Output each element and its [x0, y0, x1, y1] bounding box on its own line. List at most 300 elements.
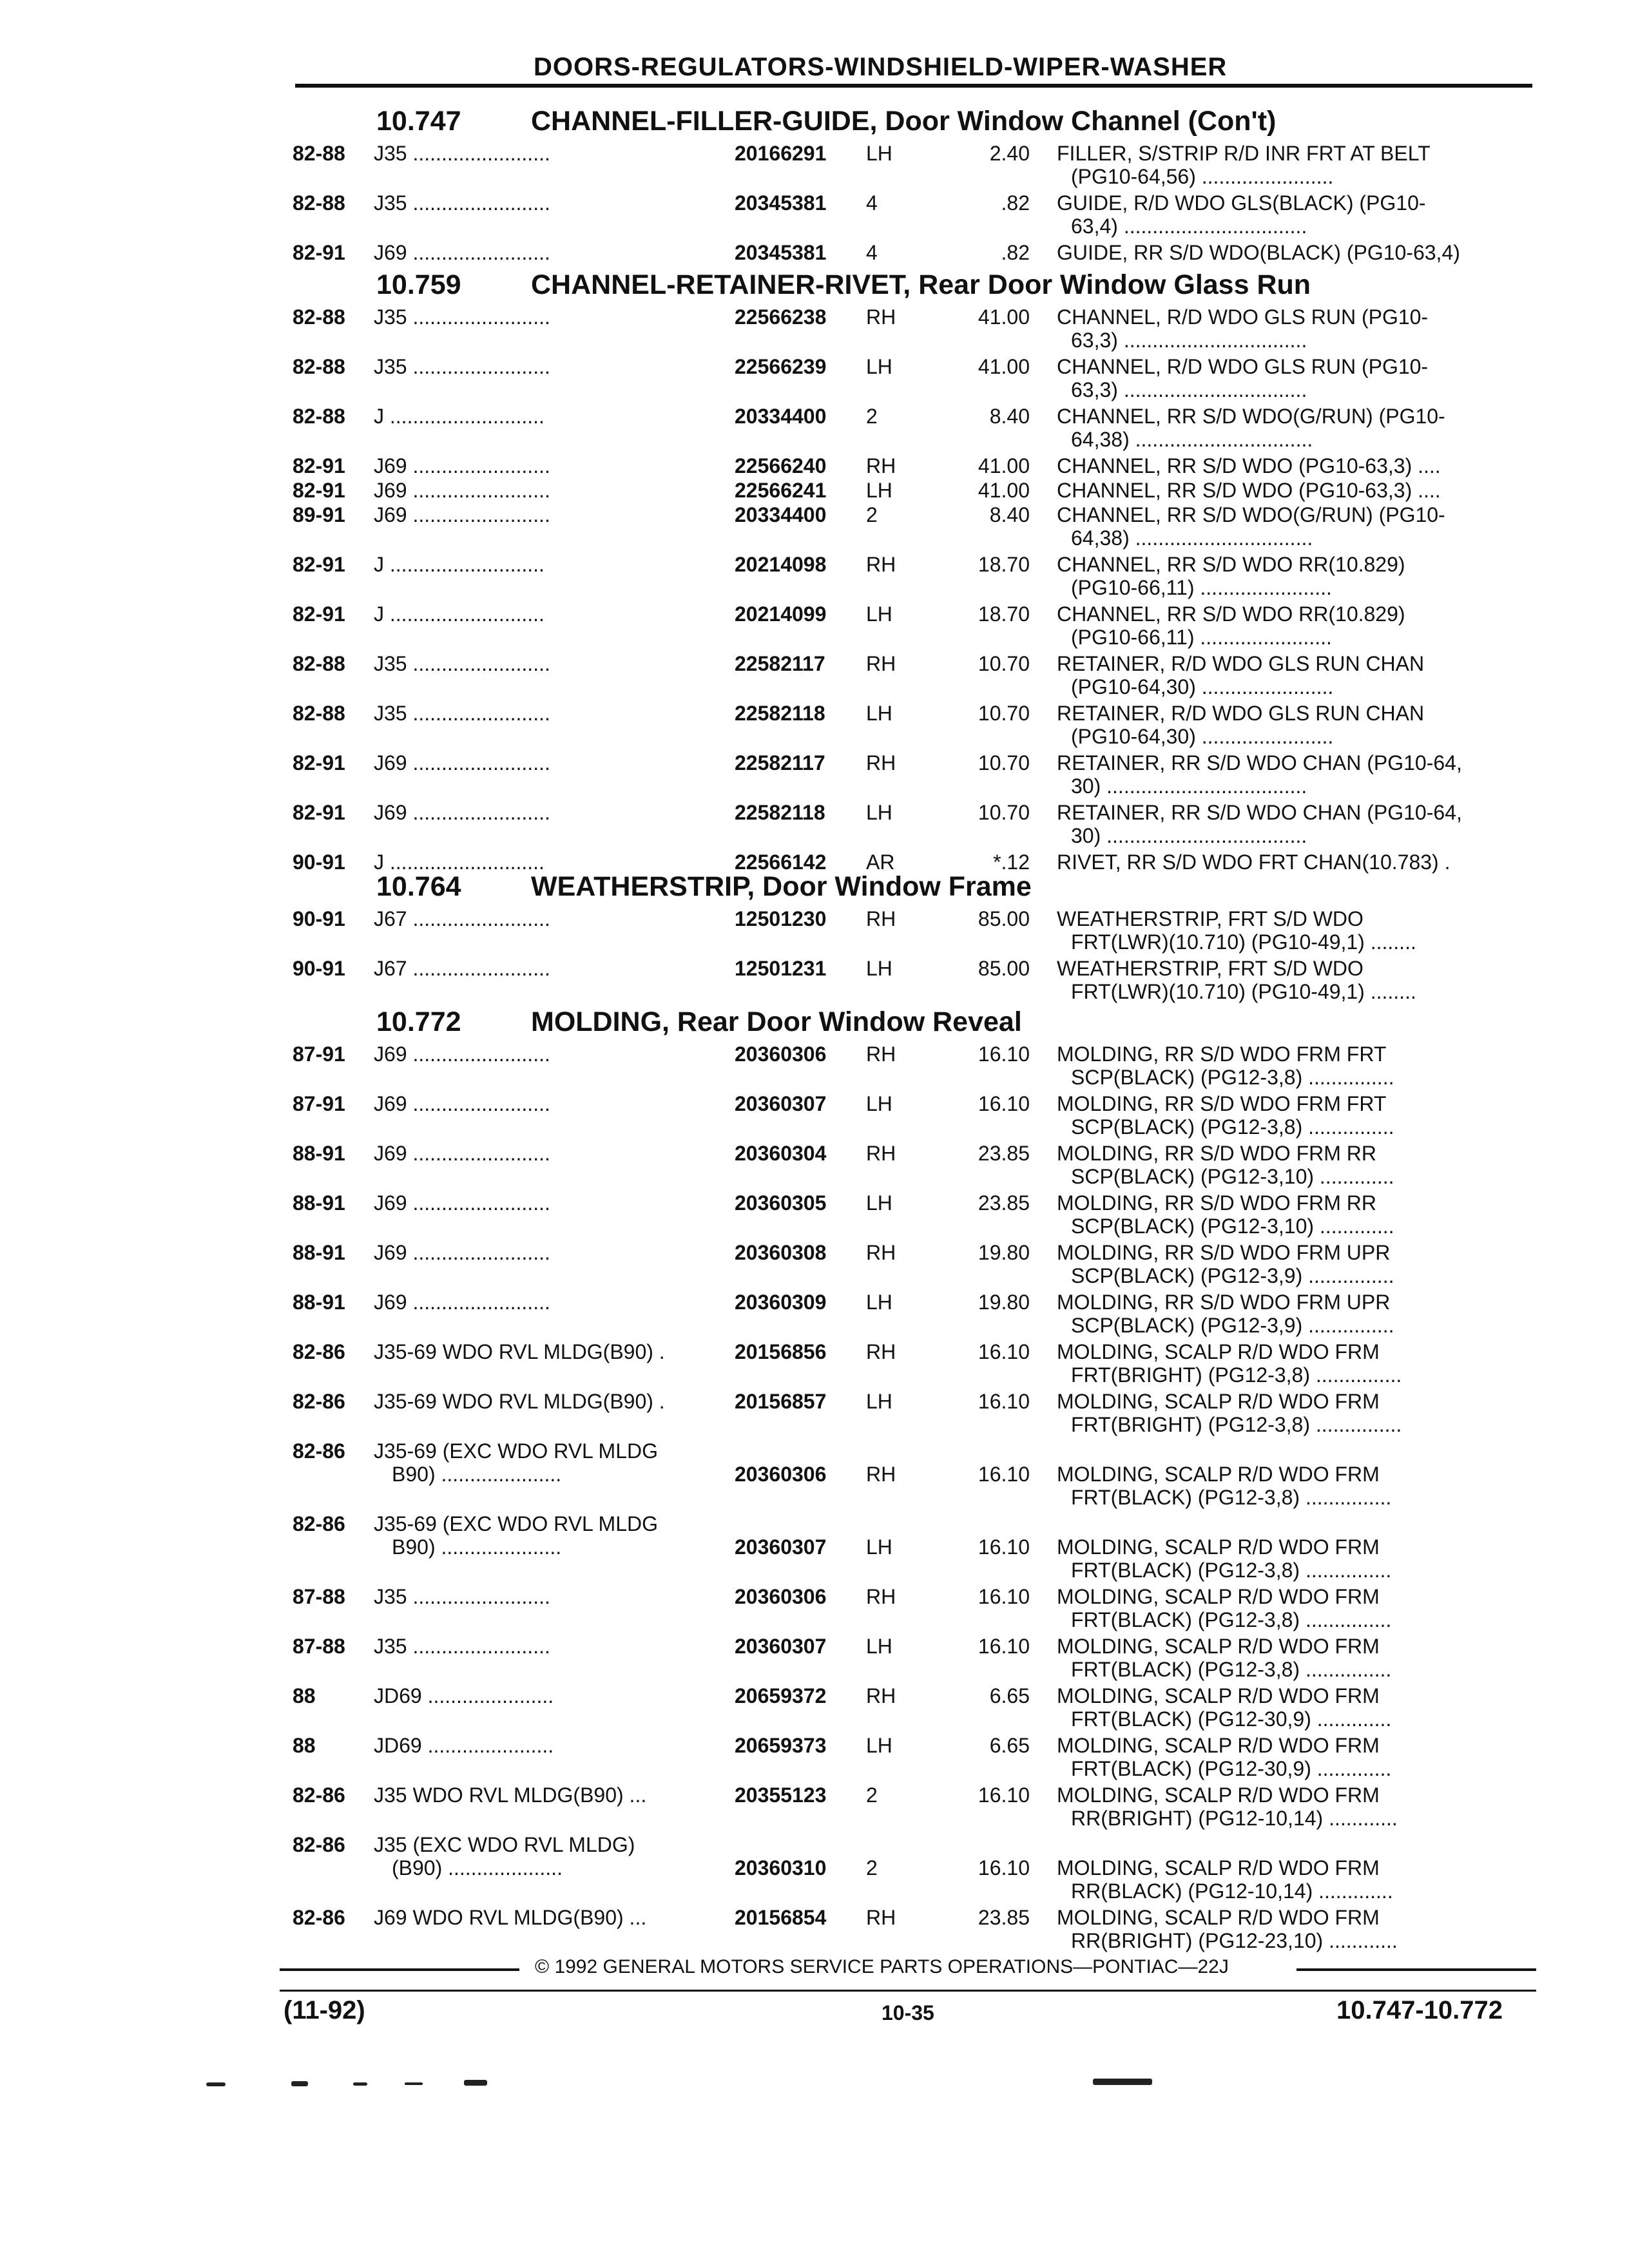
- description-line: 64,38) ...............................: [1071, 428, 1313, 451]
- part-number: 20355123: [735, 1783, 827, 1807]
- description-line: (PG10-64,56) .......................: [1071, 165, 1334, 188]
- description-line: CHANNEL, RR S/D WDO(G/RUN) (PG10-: [1057, 405, 1445, 428]
- model-code: [374, 241, 722, 264]
- year-range: 87-91: [293, 1043, 345, 1066]
- part-description: [1057, 1783, 1534, 1830]
- year-range: 82-86: [293, 1783, 345, 1807]
- description-line: RETAINER, RR S/D WDO CHAN (PG10-64,: [1057, 801, 1462, 824]
- part-number: 22582118: [735, 801, 825, 824]
- part-number: 20360309: [735, 1291, 827, 1314]
- description-line: 63,3) ................................: [1071, 329, 1307, 352]
- part-number: 20214099: [735, 602, 827, 626]
- part-description: [1057, 479, 1534, 502]
- price: 16.10: [978, 1783, 1030, 1807]
- year-range: 82-91: [293, 553, 345, 576]
- part-number: 22566142: [735, 850, 827, 874]
- model-code: [374, 751, 722, 774]
- model-line: (B90) ....................: [392, 1856, 563, 1879]
- description-line: MOLDING, SCALP R/D WDO FRM: [1057, 1684, 1380, 1707]
- description-line: CHANNEL, RR S/D WDO (PG10-63,3) ....: [1057, 479, 1441, 502]
- year-range: 87-88: [293, 1585, 345, 1608]
- part-description: [1057, 602, 1534, 649]
- year-range: 88-91: [293, 1291, 345, 1314]
- part-number: 20659372: [735, 1684, 827, 1707]
- year-range: 82-86: [293, 1906, 345, 1929]
- part-description: [1057, 1463, 1534, 1509]
- price: *.12: [993, 850, 1030, 874]
- model-line: J35 ........................: [374, 305, 550, 329]
- part-number: 20345381: [735, 191, 827, 215]
- model-code: [374, 1439, 722, 1486]
- quantity: LH: [866, 355, 892, 378]
- scan-artifact: [353, 2082, 367, 2086]
- description-line: GUIDE, RR S/D WDO(BLACK) (PG10-63,4): [1057, 241, 1460, 264]
- model-line: J69 ........................: [374, 454, 550, 477]
- part-number: 20345381: [735, 241, 827, 264]
- year-range: 88: [293, 1734, 316, 1757]
- description-line: 63,4) ................................: [1071, 215, 1307, 238]
- model-code: [374, 602, 722, 626]
- description-line: RIVET, RR S/D WDO FRT CHAN(10.783) .: [1057, 850, 1451, 874]
- model-code: [374, 1340, 722, 1363]
- quantity: LH: [866, 1390, 892, 1413]
- footer-page-number: 10-35: [882, 2001, 934, 2024]
- year-range: 82-86: [293, 1439, 345, 1463]
- year-range: 82-86: [293, 1833, 345, 1856]
- model-line: J35 (EXC WDO RVL MLDG): [374, 1833, 635, 1856]
- quantity: 4: [866, 191, 878, 215]
- description-line: SCP(BLACK) (PG12-3,8) ...............: [1071, 1115, 1394, 1139]
- quantity: RH: [866, 907, 896, 930]
- price: 16.10: [978, 1043, 1030, 1066]
- price: 16.10: [978, 1535, 1030, 1559]
- year-range: 82-86: [293, 1512, 345, 1535]
- year-range: 82-91: [293, 454, 345, 477]
- part-description: [1057, 1092, 1534, 1139]
- footer-copyright: © 1992 GENERAL MOTORS SERVICE PARTS OPERATIONS—PONTIAC—22J: [535, 1956, 1229, 1977]
- model-code: [374, 142, 722, 165]
- quantity: RH: [866, 553, 896, 576]
- quantity: LH: [866, 602, 892, 626]
- model-line: J35 ........................: [374, 652, 550, 675]
- part-number: 20156854: [735, 1906, 827, 1929]
- model-code: [374, 454, 722, 477]
- part-description: [1057, 454, 1534, 477]
- part-description: [1057, 1191, 1534, 1238]
- part-number: 20360305: [735, 1191, 827, 1215]
- model-line: J35-69 (EXC WDO RVL MLDG: [374, 1439, 658, 1463]
- model-line: J35-69 WDO RVL MLDG(B90) .: [374, 1390, 665, 1413]
- part-description: [1057, 191, 1534, 238]
- part-description: [1057, 305, 1534, 352]
- model-code: [374, 1906, 722, 1929]
- description-line: GUIDE, R/D WDO GLS(BLACK) (PG10-: [1057, 191, 1426, 215]
- quantity: RH: [866, 454, 896, 477]
- part-description: [1057, 355, 1534, 401]
- section-heading: [376, 269, 1311, 301]
- description-line: MOLDING, RR S/D WDO FRM FRT: [1057, 1092, 1387, 1115]
- part-description: [1057, 1635, 1534, 1681]
- description-line: RETAINER, RR S/D WDO CHAN (PG10-64,: [1057, 751, 1462, 774]
- part-description: [1057, 405, 1534, 451]
- part-number: 20360306: [735, 1463, 827, 1486]
- year-range: 82-88: [293, 142, 345, 165]
- description-line: FRT(BLACK) (PG12-3,8) ...............: [1071, 1608, 1392, 1631]
- quantity: LH: [866, 1535, 892, 1559]
- model-line: JD69 ......................: [374, 1734, 554, 1757]
- price: 10.70: [978, 801, 1030, 824]
- price: 8.40: [989, 405, 1030, 428]
- description-line: MOLDING, SCALP R/D WDO FRM: [1057, 1390, 1380, 1413]
- description-line: 63,3) ................................: [1071, 378, 1307, 401]
- section-number: 10.759: [376, 269, 461, 300]
- part-number: 20166291: [735, 142, 827, 165]
- description-line: FRT(BLACK) (PG12-30,9) .............: [1071, 1707, 1392, 1731]
- model-code: [374, 702, 722, 725]
- page-header-title: DOORS-REGULATORS-WINDSHIELD-WIPER-WASHER: [534, 53, 1228, 81]
- year-range: 82-91: [293, 751, 345, 774]
- description-line: FRT(BLACK) (PG12-3,8) ...............: [1071, 1486, 1392, 1509]
- scan-artifact: [291, 2081, 308, 2086]
- part-description: [1057, 850, 1534, 874]
- part-description: [1057, 1906, 1534, 1952]
- part-description: [1057, 1585, 1534, 1631]
- price: 16.10: [978, 1390, 1030, 1413]
- model-line: J69 ........................: [374, 751, 550, 774]
- price: 41.00: [978, 305, 1030, 329]
- model-code: [374, 503, 722, 526]
- model-line: J ...........................: [374, 405, 545, 428]
- quantity: LH: [866, 1734, 892, 1757]
- footer-divider-left: [280, 1968, 519, 1971]
- model-code: [374, 1241, 722, 1264]
- model-line: J69 WDO RVL MLDG(B90) ...: [374, 1906, 647, 1929]
- part-description: [1057, 957, 1534, 1003]
- quantity: RH: [866, 1463, 896, 1486]
- description-line: MOLDING, RR S/D WDO FRM UPR: [1057, 1291, 1391, 1314]
- part-number: 20360308: [735, 1241, 827, 1264]
- part-description: [1057, 702, 1534, 748]
- description-line: MOLDING, SCALP R/D WDO FRM: [1057, 1856, 1380, 1879]
- description-line: MOLDING, SCALP R/D WDO FRM: [1057, 1906, 1380, 1929]
- part-description: [1057, 241, 1534, 264]
- price: 16.10: [978, 1340, 1030, 1363]
- model-code: [374, 957, 722, 980]
- model-line: J67 ........................: [374, 957, 550, 980]
- price: 10.70: [978, 751, 1030, 774]
- quantity: AR: [866, 850, 895, 874]
- section-number: 10.747: [376, 106, 461, 137]
- part-number: 20360307: [735, 1092, 827, 1115]
- model-line: J69 ........................: [374, 1241, 550, 1264]
- footer-divider-right: [1296, 1968, 1536, 1971]
- model-code: [374, 1390, 722, 1413]
- year-range: 87-88: [293, 1635, 345, 1658]
- part-number: 20334400: [735, 405, 827, 428]
- price: 16.10: [978, 1585, 1030, 1608]
- description-line: WEATHERSTRIP, FRT S/D WDO: [1057, 907, 1364, 930]
- description-line: RR(BRIGHT) (PG12-10,14) ............: [1071, 1807, 1398, 1830]
- price: 16.10: [978, 1463, 1030, 1486]
- quantity: RH: [866, 1340, 896, 1363]
- year-range: 82-88: [293, 305, 345, 329]
- description-line: FRT(LWR)(10.710) (PG10-49,1) ........: [1071, 930, 1416, 954]
- year-range: 90-91: [293, 850, 345, 874]
- model-line: J35 ........................: [374, 1635, 550, 1658]
- section-title: CHANNEL-FILLER-GUIDE, Door Window Channel (Con't): [531, 106, 1277, 137]
- description-line: (PG10-66,11) .......................: [1071, 576, 1332, 599]
- part-description: [1057, 1390, 1534, 1436]
- model-line: J35 WDO RVL MLDG(B90) ...: [374, 1783, 647, 1807]
- quantity: LH: [866, 479, 892, 502]
- model-code: [374, 479, 722, 502]
- model-code: [374, 1092, 722, 1115]
- model-line: JD69 ......................: [374, 1684, 554, 1707]
- quantity: RH: [866, 1585, 896, 1608]
- scan-artifact: [405, 2082, 423, 2085]
- price: 85.00: [978, 957, 1030, 980]
- description-line: MOLDING, SCALP R/D WDO FRM: [1057, 1783, 1380, 1807]
- part-description: [1057, 801, 1534, 847]
- description-line: RETAINER, R/D WDO GLS RUN CHAN: [1057, 702, 1425, 725]
- quantity: LH: [866, 1635, 892, 1658]
- description-line: MOLDING, SCALP R/D WDO FRM: [1057, 1734, 1380, 1757]
- year-range: 82-91: [293, 241, 345, 264]
- price: 8.40: [989, 503, 1030, 526]
- part-number: 20156856: [735, 1340, 827, 1363]
- part-number: 22582117: [735, 652, 825, 675]
- part-number: 20334400: [735, 503, 827, 526]
- model-code: [374, 305, 722, 329]
- year-range: 88-91: [293, 1142, 345, 1165]
- quantity: 4: [866, 241, 878, 264]
- description-line: CHANNEL, RR S/D WDO(G/RUN) (PG10-: [1057, 503, 1445, 526]
- section-title: MOLDING, Rear Door Window Reveal: [531, 1006, 1022, 1037]
- part-description: [1057, 751, 1534, 798]
- model-line: J35 ........................: [374, 702, 550, 725]
- description-line: FRT(BLACK) (PG12-3,8) ...............: [1071, 1559, 1392, 1582]
- description-line: MOLDING, SCALP R/D WDO FRM: [1057, 1535, 1380, 1559]
- model-line: J35 ........................: [374, 142, 550, 165]
- part-description: [1057, 1734, 1534, 1780]
- description-line: CHANNEL, RR S/D WDO RR(10.829): [1057, 602, 1405, 626]
- description-line: FRT(BLACK) (PG12-3,8) ...............: [1071, 1658, 1392, 1681]
- part-number: 20156857: [735, 1390, 827, 1413]
- price: 18.70: [978, 553, 1030, 576]
- description-line: FRT(BRIGHT) (PG12-3,8) ...............: [1071, 1363, 1402, 1387]
- quantity: LH: [866, 702, 892, 725]
- year-range: 82-88: [293, 355, 345, 378]
- quantity: RH: [866, 1043, 896, 1066]
- description-line: MOLDING, SCALP R/D WDO FRM: [1057, 1340, 1380, 1363]
- section-title: WEATHERSTRIP, Door Window Frame: [531, 871, 1032, 902]
- part-number: 20360307: [735, 1535, 827, 1559]
- model-code: [374, 801, 722, 824]
- part-number: 20214098: [735, 553, 827, 576]
- part-number: 20360307: [735, 1635, 827, 1658]
- year-range: 87-91: [293, 1092, 345, 1115]
- description-line: MOLDING, RR S/D WDO FRM RR: [1057, 1142, 1376, 1165]
- section-number: 10.772: [376, 1006, 461, 1037]
- model-code: [374, 1635, 722, 1658]
- price: 16.10: [978, 1092, 1030, 1115]
- part-description: [1057, 1340, 1534, 1387]
- price: 41.00: [978, 479, 1030, 502]
- part-description: [1057, 1856, 1534, 1903]
- year-range: 82-88: [293, 405, 345, 428]
- quantity: RH: [866, 1906, 896, 1929]
- price: 85.00: [978, 907, 1030, 930]
- part-description: [1057, 652, 1534, 698]
- part-number: 22566238: [735, 305, 827, 329]
- model-code: [374, 1783, 722, 1807]
- quantity: 2: [866, 1783, 878, 1807]
- model-line: B90) .....................: [392, 1535, 562, 1559]
- model-code: [374, 1191, 722, 1215]
- description-line: MOLDING, RR S/D WDO FRM RR: [1057, 1191, 1376, 1215]
- model-line: J69 ........................: [374, 1043, 550, 1066]
- year-range: 88-91: [293, 1191, 345, 1215]
- section-number: 10.764: [376, 871, 461, 902]
- model-line: J69 ........................: [374, 801, 550, 824]
- description-line: WEATHERSTRIP, FRT S/D WDO: [1057, 957, 1364, 980]
- description-line: RR(BRIGHT) (PG12-23,10) ............: [1071, 1929, 1398, 1952]
- year-range: 88: [293, 1684, 316, 1707]
- price: 41.00: [978, 355, 1030, 378]
- year-range: 82-88: [293, 191, 345, 215]
- description-line: CHANNEL, R/D WDO GLS RUN (PG10-: [1057, 355, 1429, 378]
- scan-artifact: [464, 2080, 487, 2086]
- quantity: RH: [866, 652, 896, 675]
- quantity: 2: [866, 405, 878, 428]
- description-line: MOLDING, RR S/D WDO FRM UPR: [1057, 1241, 1391, 1264]
- header-divider: [295, 84, 1532, 88]
- year-range: 82-86: [293, 1340, 345, 1363]
- part-number: 12501231: [735, 957, 827, 980]
- part-number: 22566239: [735, 355, 827, 378]
- model-line: J35-69 (EXC WDO RVL MLDG: [374, 1512, 658, 1535]
- part-number: 20360310: [735, 1856, 827, 1879]
- model-code: [374, 850, 722, 874]
- price: 16.10: [978, 1635, 1030, 1658]
- model-code: [374, 1684, 722, 1707]
- quantity: LH: [866, 1191, 892, 1215]
- footer-date: (11-92): [284, 1996, 365, 2024]
- part-description: [1057, 142, 1534, 188]
- model-line: J69 ........................: [374, 1291, 550, 1314]
- model-code: [374, 1043, 722, 1066]
- price: 16.10: [978, 1856, 1030, 1879]
- description-line: (PG10-66,11) .......................: [1071, 626, 1332, 649]
- part-description: [1057, 907, 1534, 954]
- description-line: MOLDING, SCALP R/D WDO FRM: [1057, 1635, 1380, 1658]
- scan-artifact: [206, 2082, 226, 2086]
- model-code: [374, 405, 722, 428]
- description-line: MOLDING, SCALP R/D WDO FRM: [1057, 1585, 1380, 1608]
- quantity: LH: [866, 1291, 892, 1314]
- part-description: [1057, 1142, 1534, 1188]
- model-line: J69 ........................: [374, 1191, 550, 1215]
- section-title: CHANNEL-RETAINER-RIVET, Rear Door Window Glass Run: [531, 269, 1311, 300]
- quantity: RH: [866, 751, 896, 774]
- model-line: J67 ........................: [374, 907, 550, 930]
- part-number: 22582117: [735, 751, 825, 774]
- quantity: RH: [866, 305, 896, 329]
- year-range: 82-88: [293, 702, 345, 725]
- year-range: 82-86: [293, 1390, 345, 1413]
- description-line: 30) ...................................: [1071, 774, 1307, 798]
- description-line: FRT(BLACK) (PG12-30,9) .............: [1071, 1757, 1392, 1780]
- quantity: 2: [866, 1856, 878, 1879]
- description-line: MOLDING, SCALP R/D WDO FRM: [1057, 1463, 1380, 1486]
- model-code: [374, 1291, 722, 1314]
- year-range: 82-91: [293, 801, 345, 824]
- part-number: 20360306: [735, 1043, 827, 1066]
- model-code: [374, 1585, 722, 1608]
- part-number: 20360304: [735, 1142, 827, 1165]
- part-description: [1057, 1291, 1534, 1337]
- price: 19.80: [978, 1291, 1030, 1314]
- price: .82: [1001, 241, 1030, 264]
- quantity: RH: [866, 1241, 896, 1264]
- model-line: J69 ........................: [374, 1092, 550, 1115]
- footer-section-range: 10.747-10.772: [1336, 1996, 1503, 2024]
- description-line: SCP(BLACK) (PG12-3,9) ...............: [1071, 1264, 1394, 1287]
- model-code: [374, 1833, 722, 1879]
- description-line: FRT(BRIGHT) (PG12-3,8) ...............: [1071, 1413, 1402, 1436]
- description-line: MOLDING, RR S/D WDO FRM FRT: [1057, 1043, 1387, 1066]
- quantity: RH: [866, 1684, 896, 1707]
- year-range: 89-91: [293, 503, 345, 526]
- description-line: 30) ...................................: [1071, 824, 1307, 847]
- footer-divider: [280, 1990, 1536, 1992]
- description-line: (PG10-64,30) .......................: [1071, 675, 1334, 698]
- price: 10.70: [978, 652, 1030, 675]
- model-line: J ...........................: [374, 553, 545, 576]
- part-description: [1057, 553, 1534, 599]
- year-range: 88-91: [293, 1241, 345, 1264]
- price: 23.85: [978, 1142, 1030, 1165]
- model-line: J69 ........................: [374, 1142, 550, 1165]
- price: 6.65: [989, 1734, 1030, 1757]
- part-number: 22566241: [735, 479, 827, 502]
- part-number: 20659373: [735, 1734, 827, 1757]
- price: 2.40: [989, 142, 1030, 165]
- year-range: 82-91: [293, 479, 345, 502]
- model-line: J35 ........................: [374, 1585, 550, 1608]
- section-heading: [376, 871, 1032, 903]
- quantity: 2: [866, 503, 878, 526]
- model-line: J ...........................: [374, 850, 545, 874]
- quantity: LH: [866, 1092, 892, 1115]
- model-line: J ...........................: [374, 602, 545, 626]
- price: 6.65: [989, 1684, 1030, 1707]
- part-number: 12501230: [735, 907, 827, 930]
- model-code: [374, 907, 722, 930]
- quantity: LH: [866, 142, 892, 165]
- description-line: CHANNEL, R/D WDO GLS RUN (PG10-: [1057, 305, 1429, 329]
- model-code: [374, 191, 722, 215]
- description-line: SCP(BLACK) (PG12-3,9) ...............: [1071, 1314, 1394, 1337]
- price: 23.85: [978, 1906, 1030, 1929]
- description-line: RETAINER, R/D WDO GLS RUN CHAN: [1057, 652, 1425, 675]
- description-line: SCP(BLACK) (PG12-3,10) .............: [1071, 1215, 1394, 1238]
- year-range: 82-88: [293, 652, 345, 675]
- description-line: FILLER, S/STRIP R/D INR FRT AT BELT: [1057, 142, 1431, 165]
- description-line: (PG10-64,30) .......................: [1071, 725, 1334, 748]
- description-line: 64,38) ...............................: [1071, 526, 1313, 550]
- model-code: [374, 1512, 722, 1559]
